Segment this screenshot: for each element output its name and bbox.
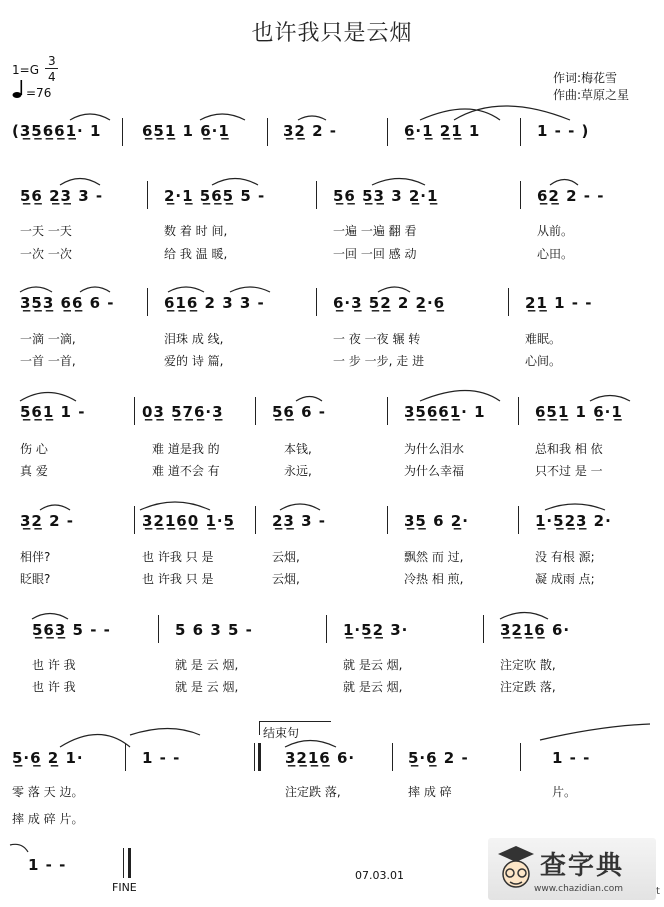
- slur: [212, 179, 258, 186]
- lyric-v1: 也 许 我: [32, 658, 76, 672]
- barline: [125, 743, 126, 771]
- barline: [147, 288, 148, 316]
- slur: [298, 116, 326, 120]
- lyric-v2: 也 许我 只 是: [142, 572, 214, 586]
- lyric-v1: 伤 心: [20, 442, 48, 456]
- slur: [10, 844, 28, 852]
- lyric-v2: 难 道不会 有: [152, 464, 220, 478]
- slur: [60, 735, 130, 748]
- slur: [420, 109, 500, 120]
- slur: [285, 741, 336, 748]
- slur: [200, 114, 245, 120]
- measure-r3-m2: 5̲6̲ 6 -: [272, 403, 326, 421]
- barline: [508, 288, 509, 316]
- lyric-v1: 摔 成 碎: [408, 785, 452, 799]
- lyric-v1: 注定吹 散,: [500, 658, 556, 672]
- lyric-v2: 注定跌 落,: [500, 680, 556, 694]
- lyric-v2: 一回 一回 感 动: [333, 247, 417, 261]
- measure-r4-m3: 3̲5̲ 6 2̲·: [404, 512, 469, 530]
- measure-r6-m2: 3̲2̲1̲6̲ 6·: [285, 749, 356, 767]
- tempo-marking: =76: [26, 86, 52, 100]
- slur: [500, 613, 548, 620]
- barline: [147, 181, 148, 209]
- ending-bracket-edge: [259, 721, 260, 735]
- measure-r5-m0: 5̲6̲3̲ 5 - -: [32, 621, 111, 639]
- lyric-v1: 零 落 天 边。: [12, 785, 84, 799]
- measure-r6-m1: 1 - -: [142, 749, 181, 767]
- slur: [32, 614, 68, 620]
- barline: [387, 506, 388, 534]
- lyric-v1: 难 道是我 的: [152, 442, 220, 456]
- lyric-v2: 也 许 我: [32, 680, 76, 694]
- lyric-v1: 片。: [552, 785, 577, 799]
- slur: [80, 287, 110, 292]
- lyric-v2: 爱的 诗 篇,: [164, 354, 224, 368]
- key-signature: 1=G: [12, 63, 39, 77]
- measure-r3-m0: 5̲6̲1̲ 1 -: [20, 403, 86, 421]
- barline: [518, 397, 519, 425]
- barline: [267, 118, 268, 146]
- barline: [392, 743, 393, 771]
- slur: [420, 391, 500, 402]
- watermark-url: www.chazidian.com: [534, 884, 624, 894]
- slur: [280, 504, 320, 510]
- slur: [130, 729, 200, 736]
- measure-r4-m0: 3̲2̲ 2 -: [20, 512, 74, 530]
- barline: [122, 118, 123, 146]
- lyric-v1: 从前。: [537, 224, 574, 238]
- lyric-v2: 为什么幸福: [404, 464, 465, 478]
- measure-r4-m1: 3̲2̲1̲6̲0̲ 1̲·5̲: [142, 512, 235, 530]
- lyric-v2: 一 步 一步, 走 进: [333, 354, 425, 368]
- lyric-v2: 凝 成雨 点;: [535, 572, 595, 586]
- lyric-v1: 总和我 相 依: [535, 442, 603, 456]
- slur: [20, 287, 52, 292]
- measure-r3-m4: 6̲5̲1̲ 1 6̲·1̲: [535, 403, 623, 421]
- final-barline-thick: [128, 848, 131, 878]
- lyric-v1: 泪珠 成 线,: [164, 332, 224, 346]
- lyric-v1: 也 许我 只 是: [142, 550, 214, 564]
- ending-label: 结束句: [263, 726, 300, 740]
- repeat-barline-thick: [258, 743, 261, 771]
- lyric-v1: 相伴?: [20, 550, 51, 564]
- lyric-v1: 飘然 而 过,: [404, 550, 464, 564]
- measure-r3-m1: 0̲3̲ 5̲7̲6̲·3̲: [142, 403, 224, 421]
- lyric-v1: 没 有根 源;: [535, 550, 595, 564]
- barline: [520, 743, 521, 771]
- barline: [158, 615, 159, 643]
- barline: [520, 118, 521, 146]
- barline: [134, 397, 135, 425]
- measure-r1-m1: 2̲·1̲ 5̲6̲5̲ 5 -: [164, 187, 266, 205]
- watermark-suffix: t: [656, 886, 660, 897]
- lyric-v2: 摔 成 碎 片。: [12, 812, 84, 826]
- lyric-v1: 数 着 时 间,: [164, 224, 228, 238]
- lyric-v2: 云烟,: [272, 572, 300, 586]
- slur: [454, 106, 570, 120]
- lyric-v1: 为什么泪水: [404, 442, 465, 456]
- lyric-v1: 本钱,: [284, 442, 312, 456]
- lyric-v2: 心田。: [537, 247, 574, 261]
- slur: [230, 287, 270, 292]
- measure-r6-m3: 5̲·6̲ 2 -: [408, 749, 469, 767]
- slur: [20, 393, 76, 402]
- measure-r0-m0: (3̲5̲6̲6̲1̲· 1: [12, 122, 102, 140]
- barline: [326, 615, 327, 643]
- barline: [316, 181, 317, 209]
- measure-r5-m3: 3̲2̲1̲6̲ 6·: [500, 621, 571, 639]
- barline: [316, 288, 317, 316]
- measure-r1-m2: 5̲6̲ 5̲3̲ 3 2̲·1̲: [333, 187, 439, 205]
- measure-r6-m4: 1 - -: [552, 749, 591, 767]
- slur: [545, 504, 605, 510]
- lyric-v2: 就 是 云 烟,: [175, 680, 239, 694]
- repeat-barline: [254, 743, 255, 771]
- measure-r5-m2: 1̲·5̲2̲ 3·: [343, 621, 409, 639]
- barline: [518, 506, 519, 534]
- lyric-v1: 就 是 云 烟,: [175, 658, 239, 672]
- slur: [550, 180, 578, 186]
- lyric-v2: 冷热 相 煎,: [404, 572, 464, 586]
- measure-r2-m2: 6̲·3̲ 5̲2̲ 2 2̲·6̲: [333, 294, 446, 312]
- lyric-v1: 一 夜 一夜 辗 转: [333, 332, 421, 346]
- measure-r0-m3: 6̲·1̲ 2̲1̲ 1: [404, 122, 481, 140]
- slur: [60, 179, 100, 186]
- lyric-v2: 一首 一首,: [20, 354, 76, 368]
- slur: [40, 505, 70, 510]
- barline: [255, 506, 256, 534]
- time-signature-denominator: 4: [48, 70, 56, 84]
- lyric-v2: 真 爱: [20, 464, 48, 478]
- time-signature-line: [45, 68, 58, 69]
- lyric-v2: 只不过 是 一: [535, 464, 603, 478]
- measure-r6-m0: 5̲·6̲ 2̲ 1·: [12, 749, 84, 767]
- fine-marking: FINE: [112, 881, 137, 894]
- barline: [134, 506, 135, 534]
- slur: [540, 724, 650, 740]
- lyric-v2: 眨眼?: [20, 572, 51, 586]
- measure-r4-m2: 2̲3̲ 3 -: [272, 512, 326, 530]
- slur: [590, 396, 630, 402]
- slur: [70, 114, 110, 120]
- measure-r4-m4: 1̲·5̲2̲3̲ 2·: [535, 512, 612, 530]
- lyric-v2: 就 是云 烟,: [343, 680, 403, 694]
- mascot-icon: [496, 844, 536, 896]
- lyric-v1: 就 是云 烟,: [343, 658, 403, 672]
- measure-r7-m0: 1 - -: [28, 856, 67, 874]
- page-title: 也许我只是云烟: [251, 21, 413, 46]
- slur: [378, 287, 410, 292]
- slur: [372, 179, 425, 186]
- measure-r0-m2: 3̲2̲ 2 -: [283, 122, 337, 140]
- lyric-v2: 心间。: [525, 354, 562, 368]
- measure-r5-m1: 5 6 3 5 -: [175, 621, 253, 639]
- composer-credit: 作曲:草原之星: [553, 88, 630, 102]
- lyricist-credit: 作词:梅花雪: [553, 71, 618, 85]
- slur: [140, 502, 210, 510]
- lyric-v1: 一遍 一遍 翻 看: [333, 224, 417, 238]
- barline: [520, 181, 521, 209]
- slur: [168, 287, 204, 292]
- lyric-v1: 难眠。: [525, 332, 562, 346]
- watermark-name: 查字典: [540, 851, 625, 881]
- barline: [387, 118, 388, 146]
- lyric-v1: 一滴 一滴,: [20, 332, 76, 346]
- barline: [387, 397, 388, 425]
- barline: [483, 615, 484, 643]
- time-signature-numerator: 3: [48, 54, 56, 68]
- lyric-v2: 永远,: [284, 464, 312, 478]
- lyric-v2: 给 我 温 暖,: [164, 247, 228, 261]
- measure-r0-m4: 1 - - ): [537, 122, 590, 140]
- lyric-v1: 云烟,: [272, 550, 300, 564]
- ending-bracket: [259, 721, 331, 722]
- lyric-v1: 一天 一天: [20, 224, 72, 238]
- final-barline-thin: [123, 848, 124, 878]
- lyric-v1: 注定跌 落,: [285, 785, 341, 799]
- measure-r1-m0: 5̲6̲ 2̲3̲ 3 -: [20, 187, 104, 205]
- measure-r3-m3: 3̲5̲6̲6̲1̲· 1: [404, 403, 486, 421]
- measure-r2-m3: 2̲1̲ 1 - -: [525, 294, 593, 312]
- measure-r2-m0: 3̲5̲3̲ 6̲6̲ 6 -: [20, 294, 115, 312]
- barline: [255, 397, 256, 425]
- measure-r2-m1: 6̲1̲6̲ 2 3 3 -: [164, 294, 265, 312]
- lyric-v2: 一次 一次: [20, 247, 72, 261]
- slur: [296, 397, 322, 402]
- quarter-note-icon: [12, 80, 24, 100]
- measure-r1-m3: 6̲2̲ 2 - -: [537, 187, 605, 205]
- date-stamp: 07.03.01: [355, 869, 404, 882]
- measure-r0-m1: 6̲5̲1̲ 1 6̲·1̲: [142, 122, 230, 140]
